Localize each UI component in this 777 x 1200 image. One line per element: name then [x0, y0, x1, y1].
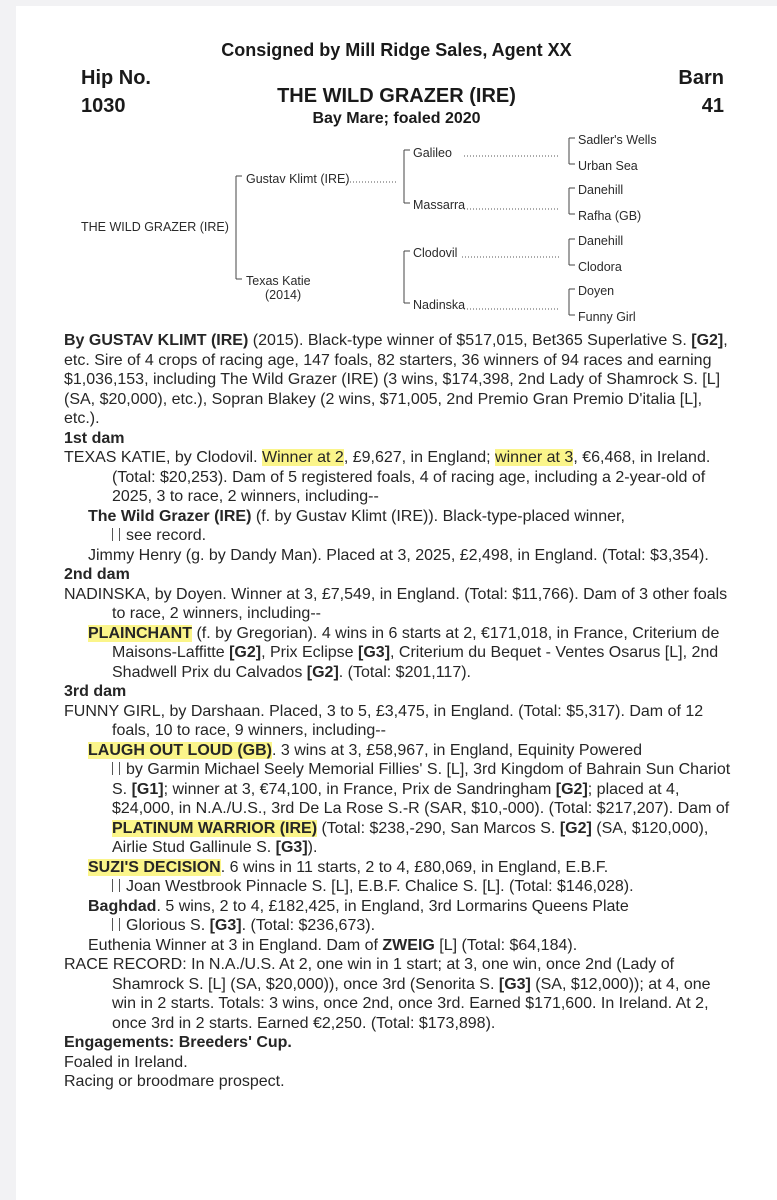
highlight-winner-at-2: Winner at 2 [262, 449, 344, 466]
third-dam-heading: 3rd dam [64, 683, 127, 700]
first-dam-foal-2: Jimmy Henry (g. by Dandy Man). Placed at 3, 2025, £2,498, in England. (Total: $3,354). [88, 546, 709, 564]
engagements: Engagements: Breeders' Cup. [64, 1034, 292, 1051]
highlight-winner-at-3: winner at 3 [495, 449, 574, 466]
pedigree-lines [0, 0, 777, 320]
pedigree-dam: Texas Katie [246, 274, 311, 288]
pedigree-g3-8: Funny Girl [578, 310, 636, 324]
catalog-body [64, 331, 734, 1092]
foaled-in: Foaled in Ireland. [64, 1053, 188, 1071]
pedigree-dam-dam: Nadinska [413, 298, 466, 312]
pedigree-sire-dam: Massarra [413, 198, 466, 212]
hip-label: Hip No. [81, 67, 151, 89]
bar-marker [112, 762, 120, 775]
first-dam-foal-1: The Wild Grazer (IRE) (f. by Gustav Klimt (IRE)). Black-type-placed winner, see record. [88, 507, 625, 544]
highlight-plainchant: PLAINCHANT [88, 624, 192, 642]
baghdad-entry: Baghdad. 5 wins, 2 to 4, £182,425, in England, 3rd Lormarins Queens Plate Glorious S. [G3]. (Total: $236,673). [88, 897, 629, 934]
suzis-decision-entry: SUZI'S DECISION. 6 wins in 11 starts, 2 to 4, £80,069, in England, E.B.F. Joan Westbrook Pinnacle S. [L], E.B.F. Chalice S. [L]. (Total: $146,028). [88, 858, 634, 895]
second-dam-foal: PLAINCHANT (f. by Gregorian). 4 wins in 6 starts at 2, €171,018, in France, Criterium de Maisons-Laffitte [G2], Prix Eclipse [G3], Criterium du Bequet - Ventes Osarus [L], 2nd Shadwell Prix du Calvados [G2]. (Total: $201,117). [88, 624, 720, 681]
pedigree-g3-4: Rafha (GB) [578, 209, 642, 223]
pedigree-dam-sire: Clodovil [413, 246, 458, 260]
euthenia-entry: Euthenia Winner at 3 in England. Dam of ZWEIG [L] (Total: $64,184). [88, 936, 578, 954]
highlight-platinum-warrior: PLATINUM WARRIOR (IRE) [112, 819, 318, 837]
pedigree-g3-7: Doyen [578, 284, 615, 298]
sire-paragraph: By GUSTAV KLIMT (IRE) (2015). Black-type winner of $517,015, Bet365 Superlative S. [G2], etc. Sire of 4 crops of racing age, 147 foals, 82 starters, 36 winners of 94 races and earning $1,036,153, including The Wild Grazer (IRE) (3 wins, $174,398, 2nd Lady of Shamrock S. [L] (SA, $20,000), etc.), Sopran Blakey (2 wins, $71,005, 2nd Premio Gran Premio D'italia [L], etc.). [64, 332, 728, 427]
horse-description: Bay Mare; foaled 2020 [312, 110, 481, 127]
highlight-laugh-out-loud: LAUGH OUT LOUD (GB) [88, 741, 272, 759]
race-record: RACE RECORD: In N.A./U.S. At 2, one win in 1 start; at 3, one win, once 2nd (Lady of Shamrock S. [L] (SA, $20,000)), once 3rd (Senorita S. [G3] (SA, $12,000)); at 4, one win in 2 starts. Totals: 3 wins, once 2nd, once 3rd. Earned $171,600. In Ireland. At 2, once 3rd in 2 starts. Earned €2,250. (Total: $173,898). [64, 956, 711, 1032]
barn-label: Barn [678, 67, 724, 89]
bar-marker [112, 879, 120, 892]
pedigree-dam-year: (2014) [265, 288, 302, 302]
second-dam-heading: 2nd dam [64, 566, 130, 583]
pedigree-g3-3: Danehill [578, 183, 624, 197]
second-dam-paragraph: NADINSKA, by Doyen. Winner at 3, £7,549, in England. (Total: $11,766). Dam of 3 other foals to race, 2 winners, including-- [64, 585, 728, 622]
highlight-suzis-decision: SUZI'S DECISION [88, 858, 221, 876]
first-dam-heading: 1st dam [64, 429, 125, 447]
bar-marker [112, 918, 120, 931]
pedigree-subject: THE WILD GRAZER (IRE) [81, 220, 229, 234]
third-dam-paragraph: FUNNY GIRL, by Darshaan. Placed, 3 to 5, £3,475, in England. (Total: $5,317). Dam of 12 foals, 10 to race, 9 winners, including-- [64, 702, 704, 739]
horse-name: THE WILD GRAZER (IRE) [277, 85, 516, 107]
pedigree-sire: Gustav Klimt (IRE) [246, 172, 350, 186]
hip-number: 1030 [81, 95, 126, 117]
barn-number: 41 [701, 95, 724, 117]
pedigree-g3-2: Urban Sea [578, 159, 638, 173]
pedigree-g3-5: Danehill [578, 234, 624, 248]
prospect-note: Racing or broodmare prospect. [64, 1073, 285, 1090]
pedigree-g3-1: Sadler's Wells [578, 133, 657, 147]
first-dam-paragraph: TEXAS KATIE, by Clodovil. Winner at 2, £9,627, in England; winner at 3, €6,468, in Ireland. (Total: $20,253). Dam of 5 registered foals, 4 of racing age, including a 2-year-old of 2025, 3 to race, 2 winners, including-- [64, 449, 711, 505]
laugh-out-loud-entry: LAUGH OUT LOUD (GB). 3 wins at 3, £58,967, in England, Equinity Powered by Garmin Michael Seely Memorial Fillies' S. [L], 3rd Kingdom of Bahrain Sun Chariot S. [G1]; winner at 3, €74,100, in France, Prix de Sandringham [G2]; placed at 4, $24,000, in N.A./U.S., 3rd De La Rose S.-R (SAR, $10,-000). (Total: $217,207). Dam of PLATINUM WARRIOR (IRE) (Total: $238,-290, San Marcos S. [G2] (SA, $120,000), Airlie Stud Gallinule S. [G3]). [88, 741, 731, 856]
pedigree-g3-6: Clodora [578, 260, 622, 274]
pedigree-sire-sire: Galileo [413, 146, 452, 160]
bar-marker [112, 528, 120, 541]
consignor-line: Consigned by Mill Ridge Sales, Agent XX [221, 40, 572, 60]
